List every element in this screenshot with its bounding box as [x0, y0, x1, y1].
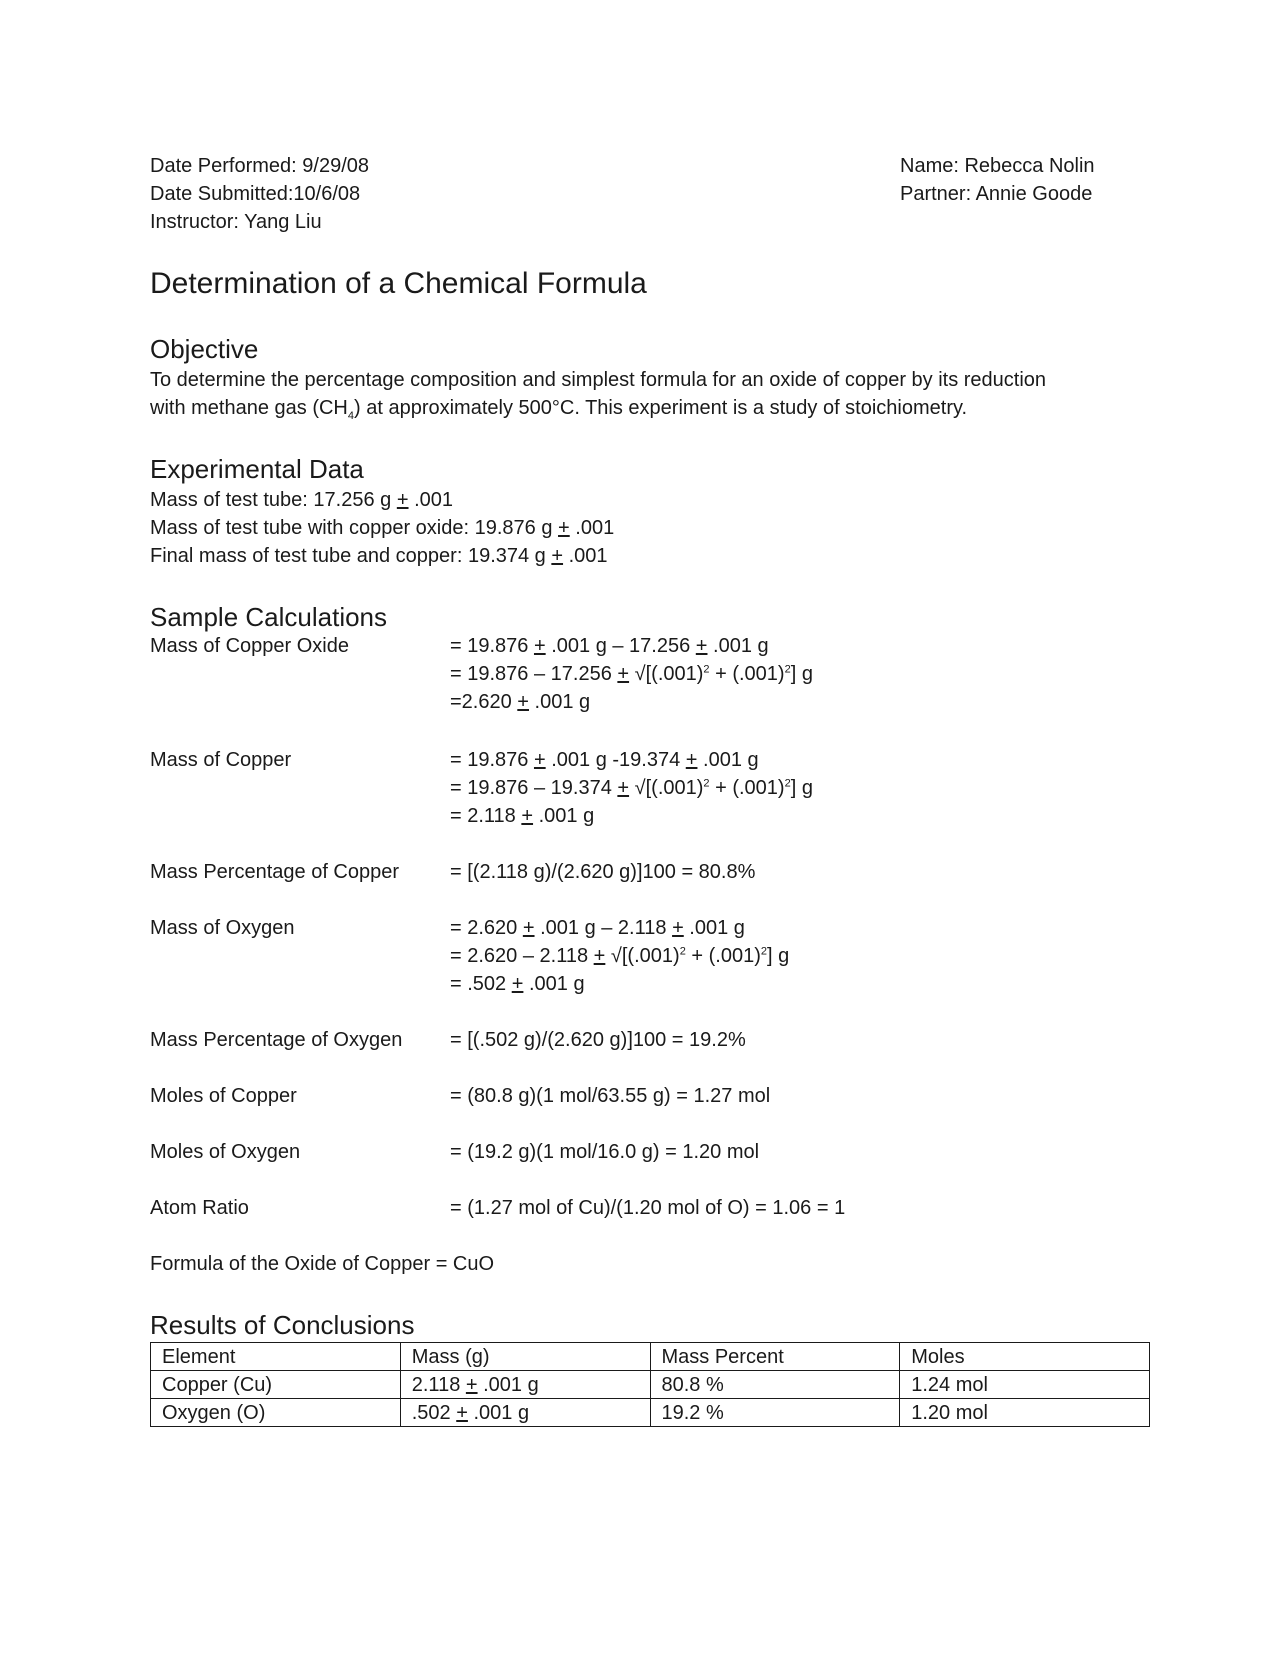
experimental-section	[150, 452, 614, 570]
plus-minus: +	[551, 545, 564, 567]
calc-equation	[450, 632, 813, 716]
eq-text: .001 g -19.374	[545, 749, 686, 771]
eq-text: = 2.118	[450, 805, 522, 827]
table-header-row	[151, 1343, 1150, 1371]
eq-text: √[(.001)	[605, 945, 680, 967]
cell-percent: 80.8 %	[650, 1371, 900, 1399]
eq-text: .001 g	[528, 691, 591, 713]
eq-text: = 2.620	[450, 917, 523, 939]
superscript: 2	[784, 663, 791, 676]
plus-minus: +	[396, 489, 409, 511]
header-left	[150, 152, 369, 236]
calculations-heading: Sample Calculations	[150, 602, 388, 632]
eq-line	[450, 942, 789, 970]
report-header	[150, 152, 1150, 236]
student-name: Name: Rebecca Nolin	[900, 155, 1095, 177]
eq-line	[450, 632, 813, 660]
eq-line: = [(2.118 g)/(2.620 g)]100 = 80.8%	[450, 861, 756, 883]
data-line	[150, 514, 614, 542]
objective-text-a: with methane gas (CH	[150, 397, 348, 419]
superscript: 2	[703, 663, 710, 676]
column-header: Mass (g)	[400, 1343, 650, 1371]
plus-minus: +	[517, 691, 529, 713]
plus-minus: +	[593, 945, 606, 967]
eq-line	[450, 774, 813, 802]
results-table	[150, 1342, 1150, 1427]
results-heading: Results of Conclusions	[150, 1310, 415, 1340]
eq-line	[450, 914, 789, 942]
calc-equation	[450, 1082, 770, 1110]
plus-minus: +	[617, 663, 630, 685]
eq-text: .001 g	[707, 635, 769, 657]
calc-equation	[450, 1026, 746, 1054]
column-header: Mass Percent	[650, 1343, 900, 1371]
experimental-heading: Experimental Data	[150, 454, 364, 484]
data-text: Final mass of test tube and copper: 19.374 g	[150, 545, 552, 567]
eq-text: = 19.876	[450, 749, 534, 771]
calc-label: Atom Ratio	[150, 1197, 249, 1219]
plus-minus: +	[465, 1373, 478, 1396]
plus-minus: +	[456, 1401, 468, 1424]
column-header: Element	[151, 1343, 401, 1371]
cell-element: Copper (Cu)	[151, 1371, 401, 1399]
eq-text: ] g	[790, 663, 813, 685]
eq-text: .001 g	[523, 973, 585, 995]
calc-equation	[450, 1138, 759, 1166]
calc-equation	[450, 914, 789, 998]
eq-line	[450, 802, 813, 830]
eq-text: = 19.876 – 17.256	[450, 663, 618, 685]
plus-minus: +	[558, 517, 570, 539]
eq-line	[450, 746, 813, 774]
eq-line: = (80.8 g)(1 mol/63.55 g) = 1.27 mol	[450, 1085, 771, 1107]
plus-minus: +	[521, 805, 534, 827]
column-header: Moles	[900, 1343, 1150, 1371]
superscript: 2	[703, 777, 710, 790]
mass-value: 2.118	[411, 1373, 466, 1396]
superscript: 2	[784, 777, 791, 790]
mass-value: .502	[411, 1401, 457, 1424]
mass-error: .001 g	[467, 1401, 530, 1424]
eq-text: + (.001)	[709, 777, 785, 799]
data-text: Mass of test tube: 17.256 g	[150, 489, 397, 511]
eq-text: ] g	[790, 777, 813, 799]
eq-text: .001 g – 2.118	[534, 917, 673, 939]
calc-label: Mass Percentage of Oxygen	[150, 1029, 403, 1051]
cell-percent: 19.2 %	[650, 1399, 900, 1427]
calc-label: Mass of Copper	[150, 749, 292, 771]
eq-text: + (.001)	[685, 945, 761, 967]
plus-minus: +	[695, 635, 708, 657]
calc-equation	[450, 858, 755, 886]
eq-line: = [(.502 g)/(2.620 g)]100 = 19.2%	[450, 1029, 746, 1051]
objective-heading: Objective	[150, 334, 259, 364]
calc-label: Moles of Oxygen	[150, 1141, 301, 1163]
objective-line-1: To determine the percentage composition and simplest formula for an oxide of copper by its reduction	[150, 369, 1047, 391]
data-tail: .001	[563, 545, 608, 567]
superscript: 2	[760, 945, 767, 958]
objective-text-b: ) at approximately 500°C. This experiment is a study of stoichiometry.	[354, 397, 968, 419]
superscript: 2	[679, 945, 686, 958]
plus-minus: +	[533, 635, 546, 657]
eq-text: = 2.620 – 2.118	[450, 945, 594, 967]
calc-label: Mass Percentage of Copper	[150, 861, 400, 883]
eq-line	[450, 660, 813, 688]
date-performed: Date Performed: 9/29/08	[150, 155, 370, 177]
eq-text: .001 g	[683, 917, 745, 939]
plus-minus: +	[533, 749, 546, 771]
data-tail: .001	[569, 517, 615, 539]
page-title: Determination of a Chemical Formula	[150, 267, 647, 300]
cell-mass	[400, 1399, 650, 1427]
eq-line: = (19.2 g)(1 mol/16.0 g) = 1.20 mol	[450, 1141, 760, 1163]
plus-minus: +	[672, 917, 684, 939]
data-line	[150, 486, 614, 514]
eq-text: .001 g	[697, 749, 759, 771]
eq-text: .001 g – 17.256	[545, 635, 696, 657]
calc-equation	[450, 746, 813, 830]
eq-text: .001 g	[533, 805, 595, 827]
table-row	[151, 1399, 1150, 1427]
calc-label: Mass of Copper Oxide	[150, 635, 349, 657]
partner-name: Partner: Annie Goode	[900, 183, 1093, 205]
subscript: 4	[347, 410, 354, 422]
cell-moles: 1.20 mol	[900, 1399, 1150, 1427]
eq-line: = (1.27 mol of Cu)/(1.20 mol of O) = 1.06 = 1	[450, 1197, 846, 1219]
plus-minus: +	[685, 749, 698, 771]
mass-error: .001 g	[477, 1373, 539, 1396]
header-right	[900, 152, 1095, 208]
plus-minus: +	[617, 777, 630, 799]
eq-text: = 19.876 – 19.374	[450, 777, 618, 799]
calc-label: Mass of Oxygen	[150, 917, 295, 939]
objective-section	[150, 332, 1046, 422]
data-text: Mass of test tube with copper oxide: 19.876 g	[150, 517, 559, 539]
cell-element: Oxygen (O)	[151, 1399, 401, 1427]
lab-report-page	[150, 152, 1150, 1424]
cell-mass	[400, 1371, 650, 1399]
cell-moles: 1.24 mol	[900, 1371, 1150, 1399]
eq-text: = 19.876	[450, 635, 534, 657]
plus-minus: +	[511, 973, 524, 995]
objective-line-2	[150, 394, 1046, 422]
eq-line	[450, 688, 813, 716]
calc-equation	[450, 1194, 845, 1222]
eq-text: √[(.001)	[629, 777, 704, 799]
eq-text: ] g	[766, 945, 790, 967]
calc-label: Moles of Copper	[150, 1085, 297, 1107]
table-row	[151, 1371, 1150, 1399]
formula-result: Formula of the Oxide of Copper = CuO	[150, 1253, 495, 1275]
data-line	[150, 542, 614, 570]
eq-line	[450, 970, 789, 998]
data-tail: .001	[408, 489, 453, 511]
eq-text: =2.620	[450, 691, 518, 713]
eq-text: + (.001)	[709, 663, 785, 685]
eq-text: = .502	[450, 973, 512, 995]
date-submitted: Date Submitted:10/6/08	[150, 183, 361, 205]
eq-text: √[(.001)	[629, 663, 704, 685]
plus-minus: +	[522, 917, 535, 939]
instructor: Instructor: Yang Liu	[150, 211, 322, 233]
